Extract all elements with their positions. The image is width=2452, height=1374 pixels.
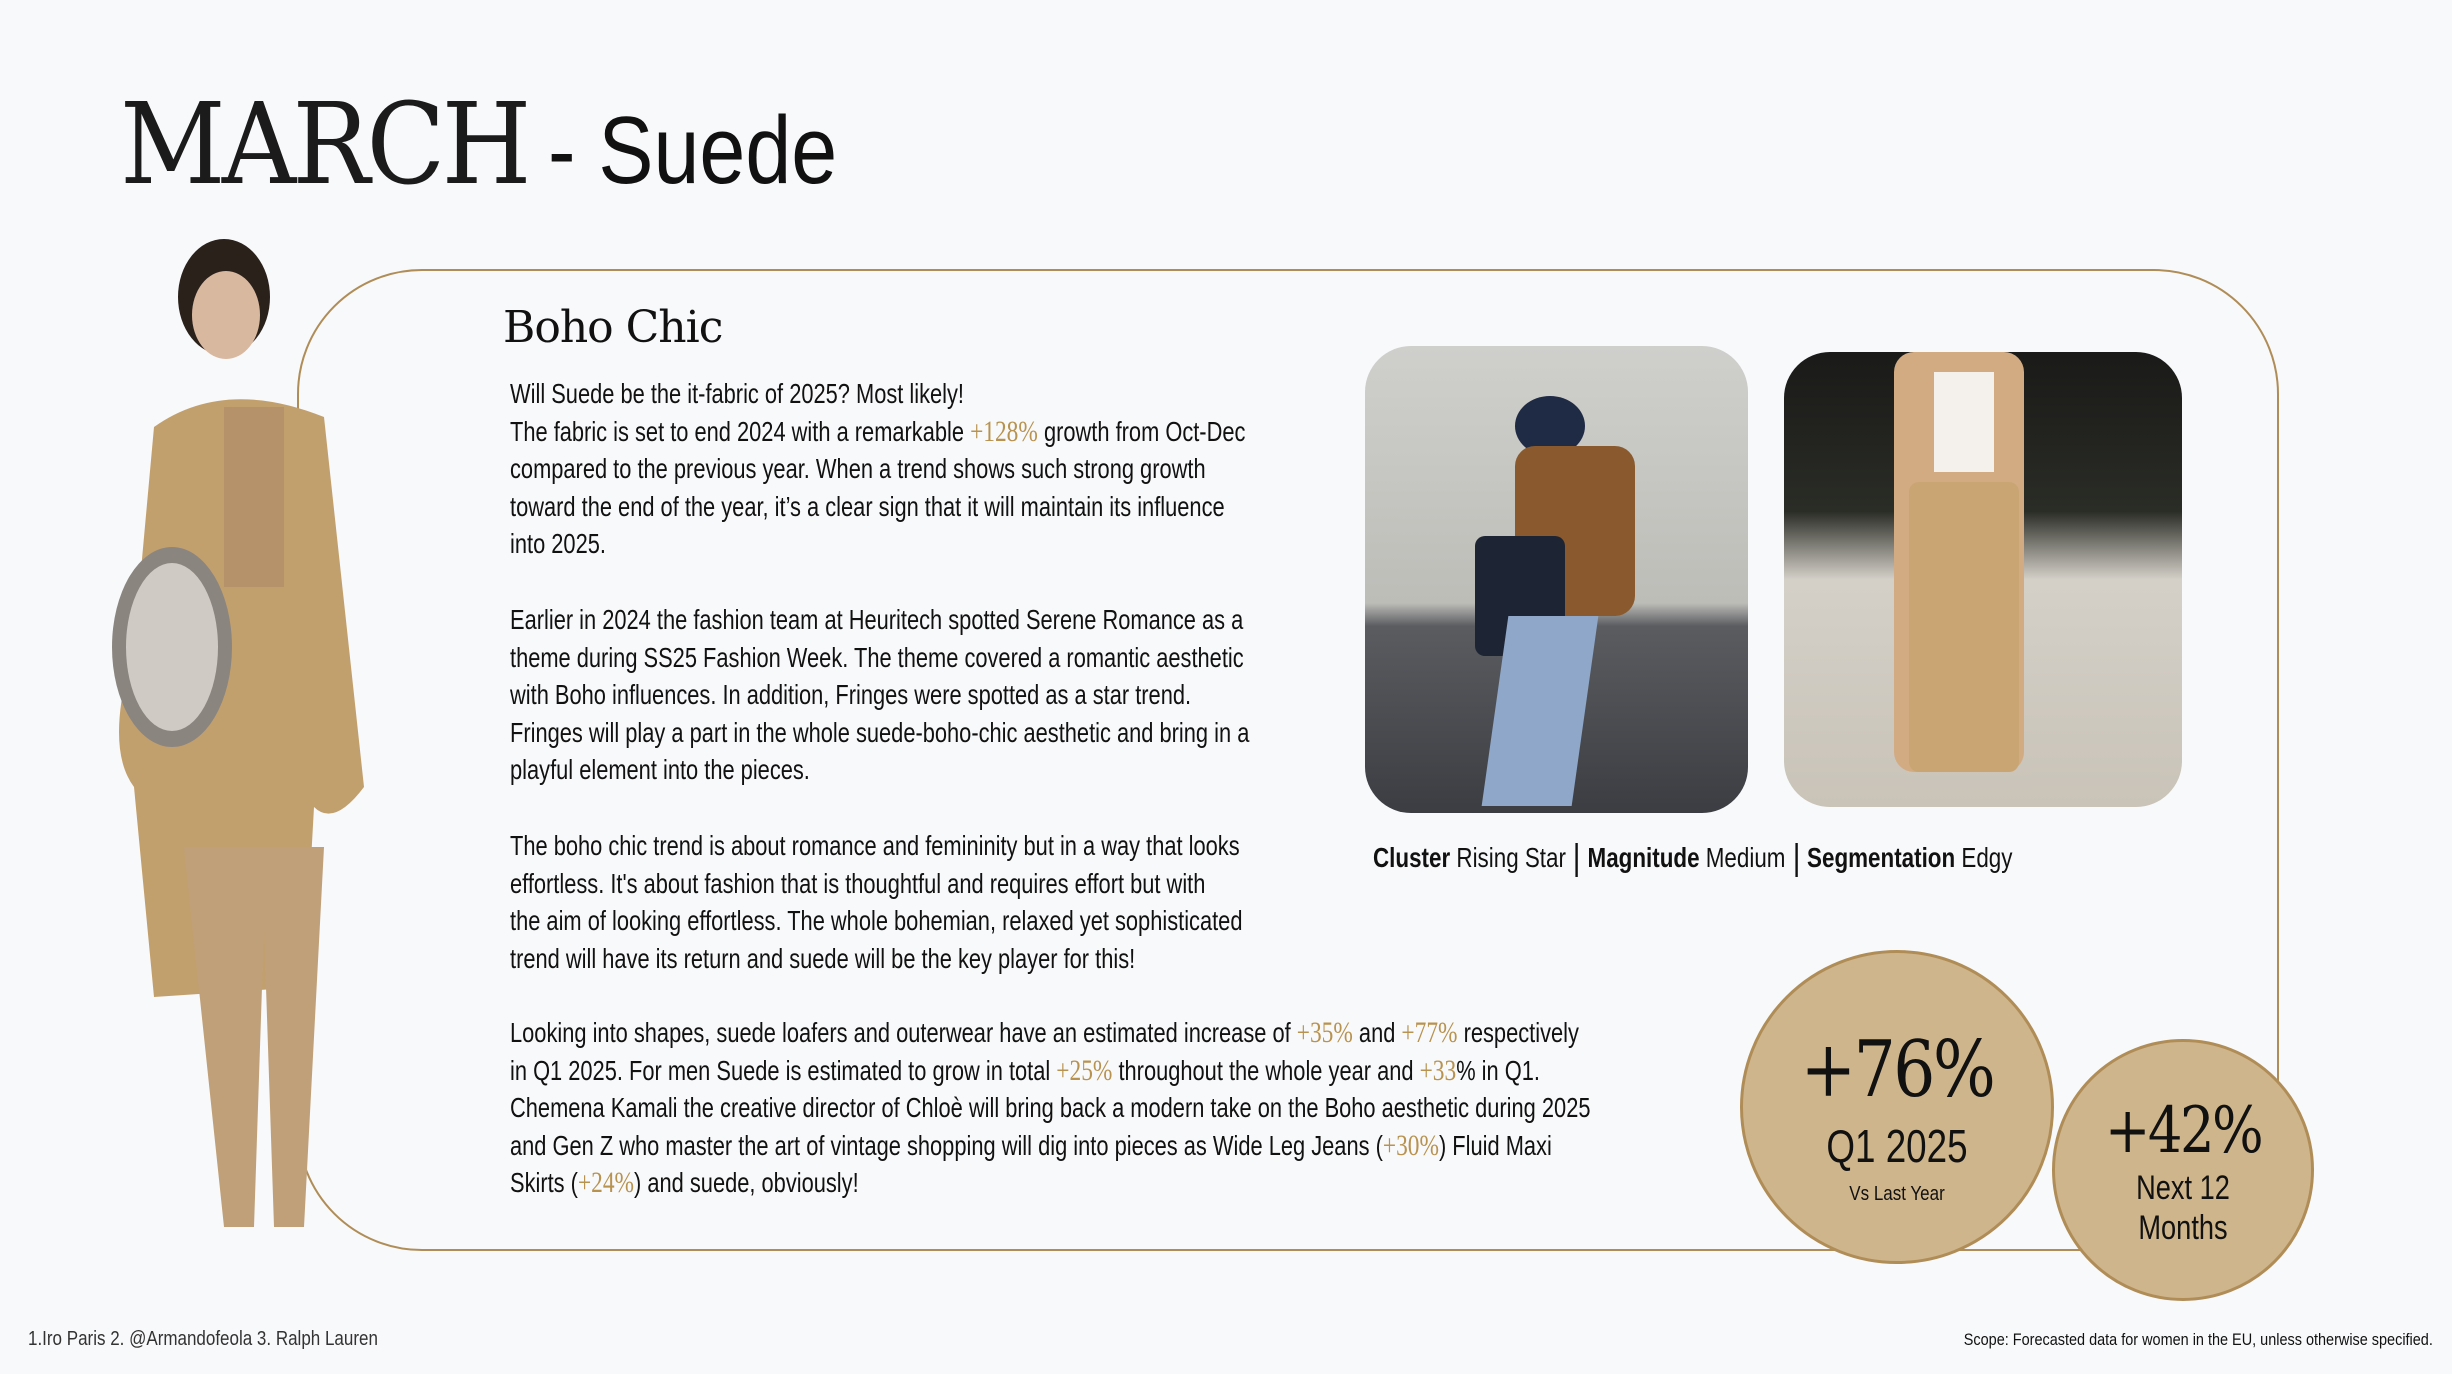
cluster-value: Rising Star — [1456, 842, 1566, 873]
stat-note: Vs Last Year — [1849, 1183, 1945, 1205]
text-line — [510, 601, 1249, 639]
paragraph-serene-romance — [510, 601, 1249, 789]
text-segment: and Gen Z who master the art of vintage shopping will dig into pieces as Wide Leg Jeans ( — [510, 1129, 1383, 1161]
text-line — [510, 450, 1245, 488]
section-title: Boho Chic — [503, 302, 723, 353]
highlighted-stat: +35% — [1296, 1016, 1353, 1049]
text-line — [510, 1089, 1590, 1127]
text-segment: Chemena Kamali the creative director of Chloè will bring back a modern take on the Boho aesthetic during 2025 — [510, 1092, 1591, 1124]
stat-value: +76% — [1800, 1025, 1994, 1115]
text-segment: compared to the previous year. When a trend shows such strong growth — [510, 453, 1206, 485]
paragraph-boho-trend — [510, 827, 1242, 977]
text-segment: trend will have its return and suede will be the key player for this! — [510, 942, 1136, 974]
text-segment: into 2025. — [510, 528, 606, 560]
text-segment: and — [1352, 1017, 1402, 1048]
text-line — [510, 1014, 1590, 1052]
title-subtitle: - Suede — [547, 97, 837, 204]
text-line — [510, 1127, 1590, 1165]
runway-photo-ralph-lauren — [1784, 352, 2182, 807]
text-segment: The fabric is set to end 2024 with a remarkable — [510, 415, 971, 447]
photo-credits: 1.Iro Paris 2. @Armandofeola 3. Ralph Lauren — [28, 1328, 378, 1350]
text-line — [510, 639, 1249, 677]
street-style-photo-armandofeola — [1365, 346, 1748, 813]
highlighted-stat: +24% — [577, 1166, 635, 1200]
stat-period-line2: Months — [2138, 1209, 2228, 1247]
paragraph-shapes — [510, 1014, 1590, 1202]
text-segment: Looking into shapes, suede loafers and outerwear have an estimated increase of — [510, 1017, 1297, 1048]
text-segment: Fringes will play a part in the whole suede-boho-chic aesthetic and bring in a — [510, 716, 1250, 748]
text-segment: The boho chic trend is about romance and femininity but in a way that looks — [510, 830, 1240, 861]
text-line — [510, 525, 1245, 563]
highlighted-stat: +77% — [1401, 1016, 1458, 1049]
text-segment: ) and suede, obviously! — [634, 1167, 859, 1199]
highlighted-stat: +30% — [1382, 1128, 1439, 1162]
stat-period: Q1 2025 — [1826, 1120, 1968, 1172]
segmentation-label: Segmentation — [1807, 842, 1956, 873]
text-line — [510, 865, 1242, 903]
text-segment: theme during SS25 Fashion Week. The theme covered a romantic aesthetic — [510, 641, 1244, 673]
text-segment: Skirts ( — [510, 1167, 578, 1199]
text-segment: ) Fluid Maxi — [1438, 1129, 1552, 1161]
text-segment: effortless. It's about fashion that is thoughtful and requires effort but with — [510, 867, 1206, 899]
text-line — [510, 413, 1245, 451]
title-month: MARCH — [120, 80, 528, 210]
magnitude-value: Medium — [1705, 842, 1786, 873]
segmentation-value: Edgy — [1961, 842, 2013, 873]
highlighted-stat: +25% — [1056, 1053, 1113, 1087]
text-segment: the aim of looking effortless. The whole bohemian, relaxed yet sophisticated — [510, 905, 1243, 937]
text-line — [510, 1164, 1590, 1202]
text-line — [510, 488, 1245, 526]
cluster-label: Cluster — [1373, 842, 1451, 873]
divider — [1576, 843, 1578, 877]
model-photo-iro-paris — [94, 227, 438, 1243]
stat-value: +42% — [2104, 1094, 2262, 1168]
divider — [1795, 843, 1797, 877]
text-segment: respectively — [1457, 1017, 1579, 1048]
text-line — [510, 751, 1249, 789]
text-segment: toward the end of the year, it’s a clear sign that it will maintain its influence — [510, 490, 1225, 522]
paragraph-intro — [510, 375, 1245, 563]
text-segment: Will Suede be the it-fabric of 2025? Most likely! — [510, 378, 965, 409]
stat-period-line1: Next 12 — [2136, 1169, 2230, 1207]
text-segment: in Q1 2025. For men Suede is estimated to grow in total — [510, 1054, 1057, 1086]
text-line — [510, 940, 1242, 978]
scope-note: Scope: Forecasted data for women in the EU, unless otherwise specified. — [1963, 1330, 2433, 1349]
stat-circle-q1 — [1740, 950, 2054, 1264]
stat-circle-12-months — [2052, 1039, 2314, 1301]
highlighted-stat: +33 — [1419, 1053, 1457, 1087]
highlighted-stat: +128% — [970, 414, 1038, 448]
text-line — [510, 375, 1245, 413]
text-segment: playful element into the pieces. — [510, 754, 810, 786]
text-line — [510, 676, 1249, 714]
trend-attributes — [1373, 842, 2012, 877]
text-segment: % in Q1. — [1456, 1054, 1540, 1086]
magnitude-label: Magnitude — [1587, 842, 1700, 873]
text-line — [510, 1052, 1590, 1090]
text-line — [510, 827, 1242, 865]
text-segment: growth from Oct-Dec — [1037, 415, 1246, 447]
text-line — [510, 902, 1242, 940]
page-title — [120, 80, 884, 210]
text-line — [510, 714, 1249, 752]
text-segment: Earlier in 2024 the fashion team at Heuritech spotted Serene Romance as a — [510, 604, 1244, 635]
text-segment: with Boho influences. In addition, Fringes were spotted as a star trend. — [510, 679, 1192, 711]
text-segment: throughout the whole year and — [1112, 1054, 1420, 1086]
